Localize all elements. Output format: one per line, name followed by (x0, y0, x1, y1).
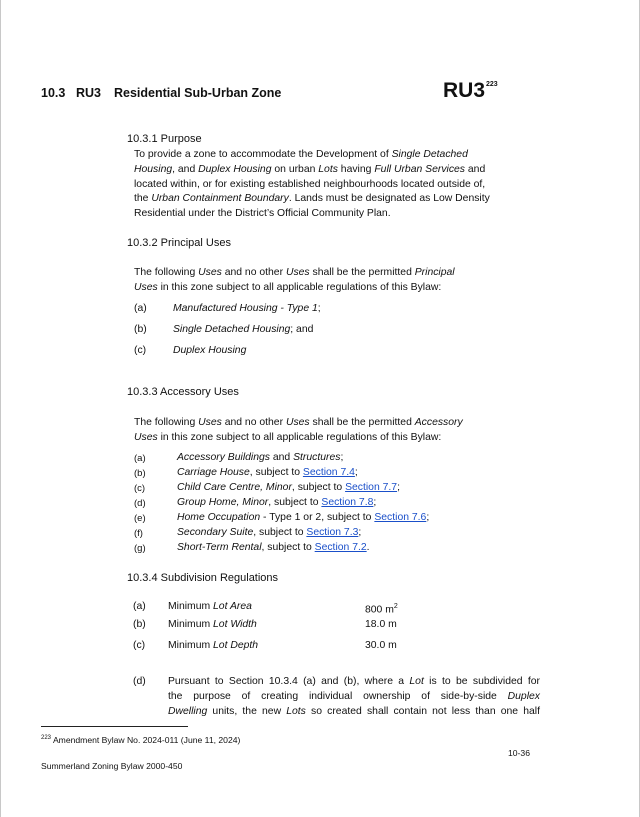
document-footer: Summerland Zoning Bylaw 2000-450 (41, 761, 183, 771)
subdivision-row-label: (b) (133, 619, 146, 630)
zone-code: RU3 (76, 86, 102, 100)
defined-term: Full Urban Services (374, 163, 465, 175)
defined-term: Uses (285, 417, 310, 428)
principal-item-label: (c) (134, 345, 147, 356)
text-run: ; (373, 497, 377, 508)
subdivision-row-value (365, 639, 397, 654)
defined-term: Duplex (507, 690, 540, 702)
accessory-item-label: (d) (134, 498, 146, 509)
subdivision-row-label: (c) (133, 640, 146, 651)
footnote-divider (41, 726, 188, 727)
defined-term: Structures (293, 452, 341, 463)
intro-line (134, 281, 534, 296)
text-run: shall be the permitted (309, 267, 415, 278)
text-run: on urban (271, 163, 319, 175)
text-run: Minimum (168, 601, 214, 612)
defined-term: Uses (198, 267, 222, 278)
text-run: Residential under the District’s Official Community Plan. (134, 208, 391, 220)
accessory-item (177, 541, 370, 556)
defined-term: Uses (134, 281, 158, 293)
text-run: ; (340, 452, 344, 463)
defined-term: Urban Containment Boundary (151, 193, 289, 205)
text-run: and (269, 452, 294, 463)
purpose-text (134, 148, 534, 222)
text-run: the (134, 193, 152, 205)
purpose-line (134, 207, 534, 222)
principal-item (173, 302, 321, 317)
defined-term: Lot Width (213, 619, 257, 630)
text-run: - Type 1 or 2, subject to (260, 512, 375, 523)
section-link[interactable]: Section 7.7 (345, 482, 398, 493)
zone-title: Residential Sub-Urban Zone (114, 86, 282, 100)
defined-term: Uses (198, 417, 222, 428)
section-link[interactable]: Section 7.6 (374, 512, 427, 523)
accessory-item-label: (c) (134, 483, 146, 494)
principal-uses-heading: 10.3.2 Principal Uses (127, 237, 231, 249)
defined-term: Accessory (414, 417, 463, 428)
defined-term: Housing (134, 163, 173, 175)
text-run: , subject to (261, 542, 315, 553)
d-line (168, 675, 540, 690)
subdivision-d-label: (d) (133, 676, 146, 687)
accessory-item-label: (a) (134, 453, 146, 464)
footnote-number: 223 (41, 735, 52, 742)
section-link[interactable]: Section 7.2 (314, 542, 367, 553)
text-run: units, the new (207, 705, 287, 717)
footnote-text: Amendment Bylaw No. 2024-011 (June 11, 2024) (52, 735, 241, 745)
text-run: so created shall contain not less than one half (305, 705, 540, 717)
defined-term: Carriage House (177, 467, 250, 478)
text-run: ; and (290, 324, 314, 335)
defined-term: Duplex Housing (198, 163, 272, 175)
defined-term: Lots (286, 705, 306, 717)
defined-term: Principal (414, 267, 455, 278)
accessory-item-label: (b) (134, 468, 146, 479)
intro-line (134, 266, 534, 281)
defined-term: Home Occupation (177, 512, 261, 523)
text-run: Pursuant to Section 10.3.4 (a) and (b), where a (168, 676, 410, 687)
defined-term: Duplex Housing (173, 345, 247, 356)
subdivision-row-label: (a) (133, 601, 146, 612)
text-run: . (366, 542, 370, 553)
text-run: ; (317, 303, 321, 314)
principal-item (173, 344, 246, 359)
purpose-line (134, 163, 534, 178)
intro-line (134, 431, 534, 446)
principal-item-label: (b) (134, 324, 147, 335)
accessory-item-label: (g) (134, 543, 146, 554)
subdivision-heading: 10.3.4 Subdivision Regulations (127, 572, 279, 584)
section-number: 10.3 (41, 86, 66, 100)
defined-term: Manufactured Housing - Type 1 (173, 303, 318, 314)
defined-term: Single Detached (391, 149, 468, 160)
text-run: , subject to (253, 527, 307, 538)
value-text: 18.0 m (365, 619, 397, 630)
text-run: The following (134, 417, 199, 428)
accessory-uses-heading: 10.3.3 Accessory Uses (127, 386, 239, 398)
defined-term: Lot (409, 676, 424, 687)
accessory-uses-intro (134, 416, 534, 446)
defined-term: Lot Depth (213, 640, 259, 651)
page-number: 10-36 (508, 748, 530, 758)
text-run: Minimum (168, 640, 214, 651)
zone-code-large (443, 79, 498, 103)
text-run: ; (397, 482, 400, 493)
accessory-item-label: (f) (134, 528, 143, 539)
subdivision-row-name (168, 639, 258, 654)
text-run: ; (426, 512, 430, 523)
text-run: The following (134, 267, 199, 278)
text-run: located within, or for existing established neighbourhoods located outside of, (134, 178, 486, 190)
principal-uses-intro (134, 266, 534, 296)
text-run: Minimum (168, 619, 214, 630)
text-run: having (337, 163, 375, 175)
text-run: is to be subdivided for (423, 676, 541, 687)
text-run: shall be the permitted (309, 417, 415, 428)
principal-item-label: (a) (134, 303, 147, 314)
defined-term: Lots (318, 163, 338, 175)
defined-term: Accessory Buildings (177, 452, 270, 463)
text-run: , subject to (249, 467, 303, 478)
accessory-item (177, 451, 343, 466)
footnote (41, 735, 240, 745)
footnote-reference[interactable]: 223 (486, 81, 498, 88)
section-link[interactable]: Section 7.4 (302, 467, 355, 478)
defined-term: Group Home, Minor (177, 497, 269, 508)
accessory-item (177, 466, 358, 481)
text-run: To provide a zone to accommodate the Development of (134, 149, 392, 160)
accessory-item (177, 511, 429, 526)
defined-term: Secondary Suite (177, 527, 254, 538)
text-run: the purpose of creating individual ownership of side-by-side (168, 690, 508, 702)
value-text: 30.0 m (365, 640, 397, 651)
d-line (168, 705, 540, 720)
purpose-line (134, 192, 534, 207)
intro-line (134, 416, 534, 431)
value-text: 800 m (365, 604, 394, 616)
text-run: . Lands must be designated as Low Density (288, 193, 490, 205)
principal-item (173, 323, 313, 338)
subdivision-row-value (365, 600, 398, 618)
text-run: and (465, 163, 486, 175)
text-run: ; (358, 527, 362, 538)
defined-term: Dwelling (168, 705, 208, 717)
section-link[interactable]: Section 7.3 (306, 527, 359, 538)
text-run: , and (172, 163, 199, 175)
d-line (168, 690, 540, 705)
accessory-item (177, 481, 400, 496)
subdivision-row-name (168, 618, 257, 633)
defined-term: Uses (134, 431, 158, 443)
defined-term: Child Care Centre, Minor (177, 482, 292, 493)
defined-term: Uses (285, 267, 310, 278)
text-run: ; (354, 467, 358, 478)
subdivision-d-text (168, 675, 540, 719)
text-run: and no other (221, 267, 286, 278)
text-run: , subject to (268, 497, 322, 508)
zone-code-large-text: RU3 (443, 79, 486, 102)
defined-term: Single Detached Housing (173, 324, 291, 335)
defined-term: Lot Area (213, 601, 252, 612)
accessory-item (177, 526, 361, 541)
purpose-heading: 10.3.1 Purpose (127, 133, 202, 145)
value-sup: 2 (393, 603, 398, 610)
text-run: in this zone subject to all applicable regulations of this Bylaw: (157, 281, 442, 293)
defined-term: Short-Term Rental (177, 542, 262, 553)
section-link[interactable]: Section 7.8 (321, 497, 374, 508)
text-run: and no other (221, 417, 286, 428)
accessory-item (177, 496, 376, 511)
accessory-item-label: (e) (134, 513, 146, 524)
subdivision-row-name (168, 600, 252, 615)
subdivision-row-value (365, 618, 397, 633)
text-run: , subject to (291, 482, 346, 493)
text-run: in this zone subject to all applicable regulations of this Bylaw: (157, 431, 442, 443)
purpose-line (134, 178, 534, 193)
purpose-line (134, 148, 534, 163)
